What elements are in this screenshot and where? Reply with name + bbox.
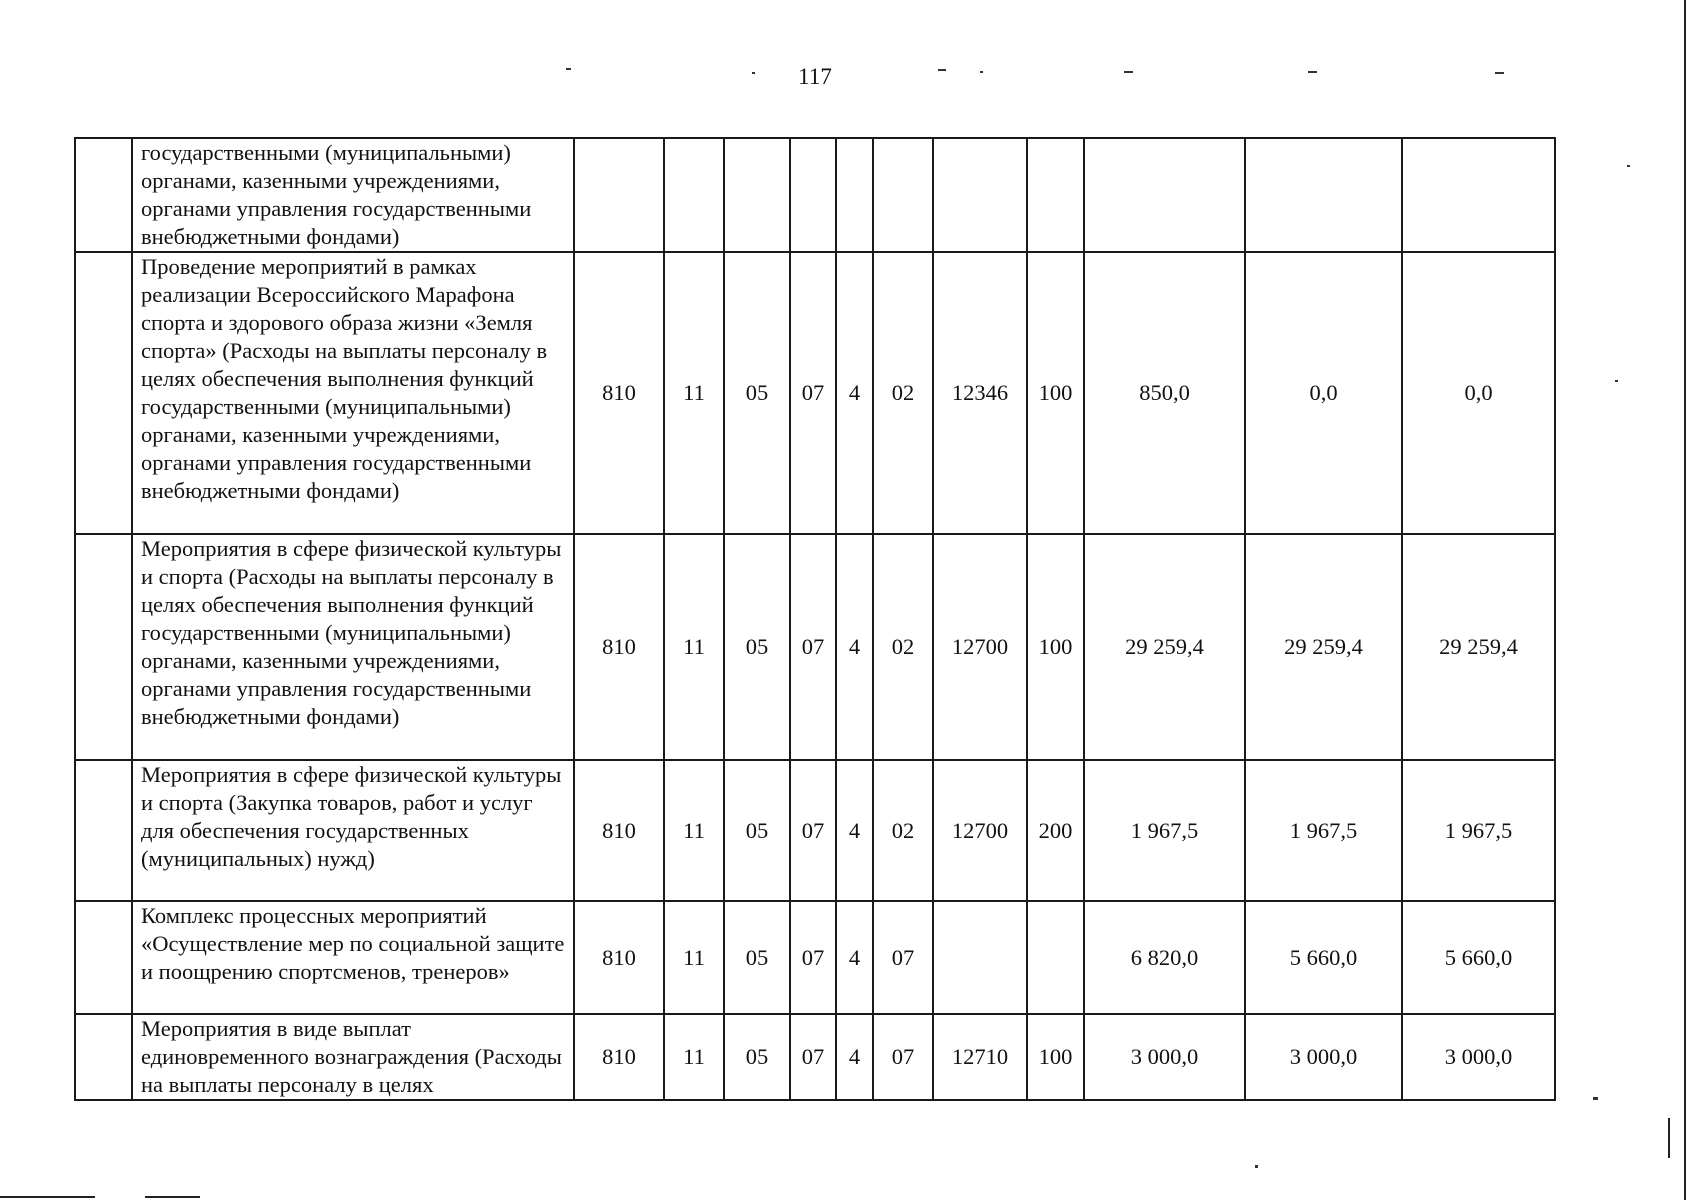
code-cell: 12710 bbox=[933, 1014, 1027, 1100]
expense-name-cell: Комплекс процессных мероприятий «Осуществление мер по социальной защите и поощрению спортсменов, тренеров» bbox=[132, 901, 574, 1014]
amount-cell bbox=[1245, 138, 1402, 252]
scan-mark bbox=[1495, 72, 1504, 74]
code-cell bbox=[1027, 138, 1084, 252]
amount-cell: 0,0 bbox=[1402, 252, 1555, 534]
code-cell: 11 bbox=[664, 534, 724, 760]
code-cell: 05 bbox=[724, 760, 790, 901]
table-row bbox=[75, 760, 1555, 901]
scan-mark bbox=[938, 69, 946, 71]
budget-table bbox=[74, 137, 1556, 1101]
code-cell: 810 bbox=[574, 760, 664, 901]
code-cell: 05 bbox=[724, 901, 790, 1014]
scan-edge-line bbox=[145, 1196, 200, 1198]
amount-cell: 3 000,0 bbox=[1084, 1014, 1245, 1100]
code-cell: 11 bbox=[664, 1014, 724, 1100]
scan-mark bbox=[1593, 1097, 1598, 1100]
code-cell bbox=[836, 138, 873, 252]
code-cell: 200 bbox=[1027, 760, 1084, 901]
code-cell bbox=[790, 138, 836, 252]
code-cell: 02 bbox=[873, 760, 933, 901]
amount-cell: 5 660,0 bbox=[1245, 901, 1402, 1014]
amount-cell: 29 259,4 bbox=[1245, 534, 1402, 760]
amount-cell: 29 259,4 bbox=[1402, 534, 1555, 760]
scan-edge-line bbox=[0, 1196, 95, 1198]
amount-cell: 5 660,0 bbox=[1402, 901, 1555, 1014]
code-cell: 810 bbox=[574, 252, 664, 534]
table-row bbox=[75, 1014, 1555, 1100]
row-number-cell bbox=[75, 760, 132, 901]
code-cell bbox=[933, 901, 1027, 1014]
code-cell: 11 bbox=[664, 252, 724, 534]
scan-mark bbox=[1124, 71, 1133, 73]
code-cell: 100 bbox=[1027, 1014, 1084, 1100]
code-cell: 4 bbox=[836, 901, 873, 1014]
scan-mark bbox=[752, 72, 755, 74]
code-cell: 810 bbox=[574, 1014, 664, 1100]
scan-edge-line bbox=[1684, 0, 1686, 1200]
code-cell bbox=[933, 138, 1027, 252]
code-cell: 4 bbox=[836, 534, 873, 760]
expense-name-cell: Мероприятия в сфере физической культуры и спорта (Расходы на выплаты персоналу в целях обеспечения выполнения функций государственными (муниципальными) органами, казенными учреждениями, органами управления государственными внебюджетными фондами) bbox=[132, 534, 574, 760]
code-cell: 4 bbox=[836, 1014, 873, 1100]
code-cell: 4 bbox=[836, 760, 873, 901]
code-cell: 07 bbox=[790, 534, 836, 760]
expense-name-cell: государственными (муниципальными) органами, казенными учреждениями, органами управления государственными внебюджетными фондами) bbox=[132, 138, 574, 252]
row-number-cell bbox=[75, 252, 132, 534]
scan-mark bbox=[980, 71, 983, 73]
amount-cell: 850,0 bbox=[1084, 252, 1245, 534]
scan-mark bbox=[1627, 165, 1630, 167]
code-cell: 4 bbox=[836, 252, 873, 534]
table-row bbox=[75, 901, 1555, 1014]
amount-cell: 1 967,5 bbox=[1245, 760, 1402, 901]
scan-mark bbox=[1255, 1165, 1258, 1168]
code-cell: 07 bbox=[873, 1014, 933, 1100]
row-number-cell bbox=[75, 901, 132, 1014]
code-cell: 11 bbox=[664, 760, 724, 901]
amount-cell bbox=[1402, 138, 1555, 252]
scan-mark bbox=[566, 68, 571, 70]
table-row bbox=[75, 534, 1555, 760]
code-cell: 05 bbox=[724, 534, 790, 760]
code-cell bbox=[724, 138, 790, 252]
code-cell: 02 bbox=[873, 534, 933, 760]
row-number-cell bbox=[75, 534, 132, 760]
code-cell: 100 bbox=[1027, 534, 1084, 760]
code-cell bbox=[574, 138, 664, 252]
code-cell: 07 bbox=[790, 1014, 836, 1100]
row-number-cell bbox=[75, 1014, 132, 1100]
code-cell: 05 bbox=[724, 1014, 790, 1100]
expense-name-cell: Мероприятия в виде выплат единовременного вознаграждения (Расходы на выплаты персоналу в целях bbox=[132, 1014, 574, 1100]
table-row bbox=[75, 138, 1555, 252]
page-number: 117 bbox=[798, 64, 832, 89]
amount-cell: 3 000,0 bbox=[1245, 1014, 1402, 1100]
expense-name-cell: Мероприятия в сфере физической культуры и спорта (Закупка товаров, работ и услуг для обеспечения государственных (муниципальных) нужд) bbox=[132, 760, 574, 901]
code-cell: 05 bbox=[724, 252, 790, 534]
code-cell: 100 bbox=[1027, 252, 1084, 534]
amount-cell bbox=[1084, 138, 1245, 252]
code-cell: 810 bbox=[574, 901, 664, 1014]
table-row bbox=[75, 252, 1555, 534]
scan-mark bbox=[1308, 71, 1317, 73]
code-cell bbox=[873, 138, 933, 252]
code-cell: 12700 bbox=[933, 760, 1027, 901]
code-cell bbox=[1027, 901, 1084, 1014]
scan-mark bbox=[1615, 380, 1618, 382]
code-cell: 07 bbox=[790, 901, 836, 1014]
amount-cell: 1 967,5 bbox=[1084, 760, 1245, 901]
amount-cell: 1 967,5 bbox=[1402, 760, 1555, 901]
code-cell: 810 bbox=[574, 534, 664, 760]
scan-edge-line bbox=[1668, 1118, 1670, 1158]
expense-name-cell: Проведение мероприятий в рамках реализации Всероссийского Марафона спорта и здорового образа жизни «Земля спорта» (Расходы на выплаты персоналу в целях обеспечения выполнения функций государственными (муниципальными) органами, казенными учреждениями, органами управления государственными внебюджетными фондами) bbox=[132, 252, 574, 534]
amount-cell: 29 259,4 bbox=[1084, 534, 1245, 760]
code-cell: 12346 bbox=[933, 252, 1027, 534]
code-cell: 11 bbox=[664, 901, 724, 1014]
amount-cell: 6 820,0 bbox=[1084, 901, 1245, 1014]
amount-cell: 0,0 bbox=[1245, 252, 1402, 534]
amount-cell: 3 000,0 bbox=[1402, 1014, 1555, 1100]
row-number-cell bbox=[75, 138, 132, 252]
code-cell: 12700 bbox=[933, 534, 1027, 760]
code-cell: 07 bbox=[790, 760, 836, 901]
code-cell: 02 bbox=[873, 252, 933, 534]
code-cell: 07 bbox=[790, 252, 836, 534]
code-cell: 07 bbox=[873, 901, 933, 1014]
code-cell bbox=[664, 138, 724, 252]
